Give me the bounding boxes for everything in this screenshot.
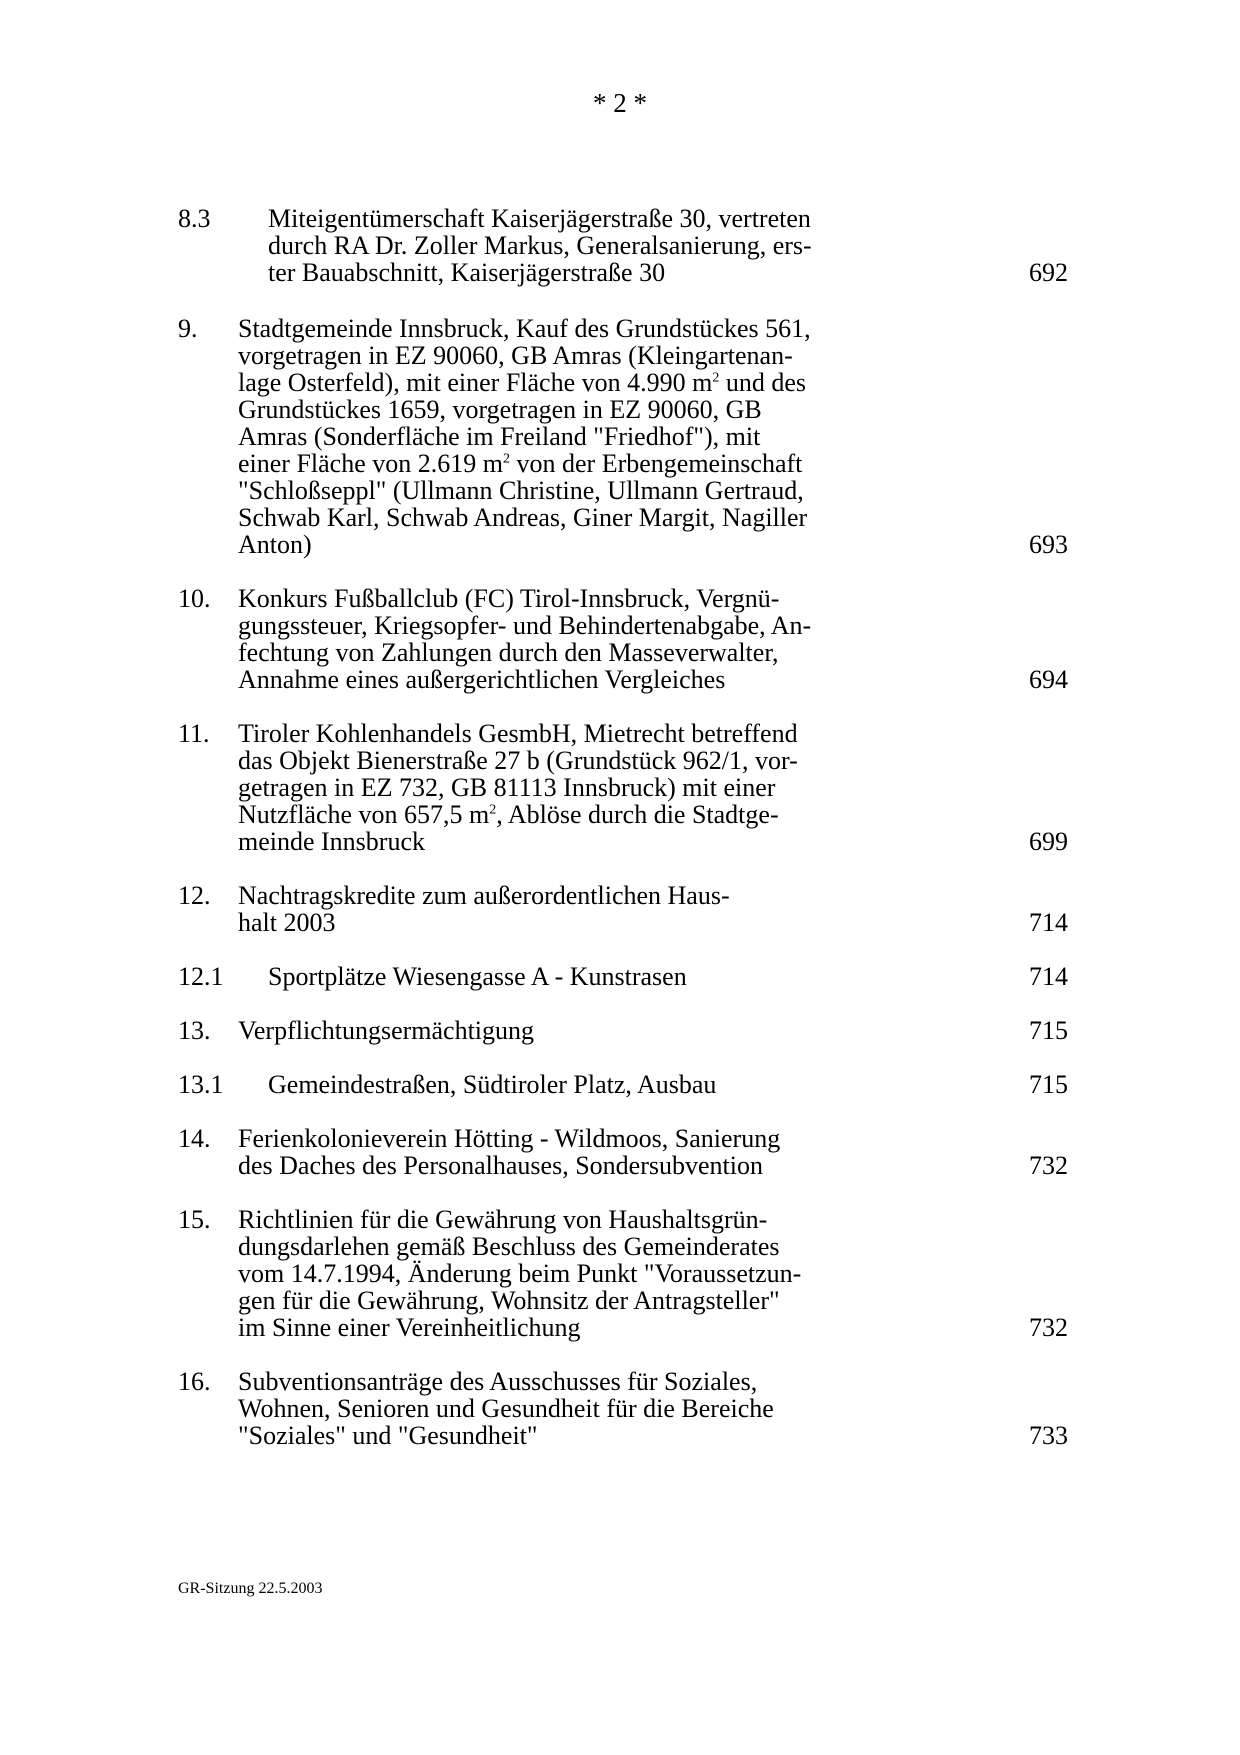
toc-entry-9 xyxy=(178,315,1068,558)
toc-entry-8-3 xyxy=(178,205,1068,286)
entry-page-number: 714 xyxy=(1029,908,1068,937)
toc-entry-10 xyxy=(178,585,1068,693)
entry-line: Anton) xyxy=(238,530,312,559)
entry-text xyxy=(238,585,1068,693)
entry-line: Subventionsanträge des Ausschusses für Soziales, xyxy=(238,1367,758,1396)
entry-number: 13. xyxy=(178,1016,211,1045)
page-number: * 2 * xyxy=(593,88,647,118)
entry-number: 11. xyxy=(178,719,210,748)
entry-line: "Soziales" und "Gesundheit" xyxy=(238,1421,538,1450)
entry-text xyxy=(238,1368,1068,1449)
entry-line-tail: von der Erbengemeinschaft xyxy=(510,449,803,478)
toc-entry-11 xyxy=(178,720,1068,855)
entry-line: Richtlinien für die Gewährung von Haushaltsgrün- xyxy=(238,1205,768,1234)
entry-line: meinde Innsbruck xyxy=(238,827,426,856)
entry-page-number: 733 xyxy=(1029,1421,1068,1450)
entry-page-number: 715 xyxy=(1029,1016,1068,1045)
entry-line: Stadtgemeinde Innsbruck, Kauf des Grundstückes 561, xyxy=(238,314,811,343)
superscript: 2 xyxy=(489,802,497,818)
entry-line: Konkurs Fußballclub (FC) Tirol-Innsbruck, Vergnü- xyxy=(238,584,780,613)
entry-number: 16. xyxy=(178,1367,211,1396)
toc-entry-12 xyxy=(178,882,1068,936)
entry-text xyxy=(238,720,1068,855)
toc-entry-15 xyxy=(178,1206,1068,1341)
entry-line xyxy=(238,369,1068,396)
entry-number: 14. xyxy=(178,1124,211,1153)
toc-entry-16 xyxy=(178,1368,1068,1449)
entry-line: vom 14.7.1994, Änderung beim Punkt "Voraussetzun- xyxy=(238,1259,802,1288)
footer-session-label: GR-Sitzung 22.5.2003 xyxy=(178,1580,323,1597)
entry-line: Gemeindestraßen, Südtiroler Platz, Ausbau xyxy=(268,1070,717,1099)
entry-number: 9. xyxy=(178,314,198,343)
entry-line: Annahme eines außergerichtlichen Vergleiches xyxy=(238,665,726,694)
entry-line: Grundstückes 1659, vorgetragen in EZ 90060, GB xyxy=(238,395,762,424)
entry-line: durch RA Dr. Zoller Markus, Generalsanierung, ers- xyxy=(268,231,812,260)
entry-line-text: lage Osterfeld), mit einer Fläche von 4.990 m xyxy=(238,368,713,397)
entry-text xyxy=(238,882,1068,936)
entry-line: Verpflichtungsermächtigung xyxy=(238,1016,535,1045)
entry-number: 12. xyxy=(178,881,211,910)
entry-number: 13.1 xyxy=(178,1070,224,1099)
entry-line: Sportplätze Wiesengasse A - Kunstrasen xyxy=(268,962,687,991)
entry-line xyxy=(238,450,1068,477)
entry-text xyxy=(268,963,1068,990)
entry-text xyxy=(268,205,1068,286)
entry-line: ter Bauabschnitt, Kaiserjägerstraße 30 xyxy=(268,258,666,287)
entry-line: Wohnen, Senioren und Gesundheit für die Bereiche xyxy=(238,1394,774,1423)
entry-text xyxy=(238,1017,1068,1044)
entry-page-number: 699 xyxy=(1029,827,1068,856)
entry-line: getragen in EZ 732, GB 81113 Innsbruck) mit einer xyxy=(238,773,776,802)
toc-entry-12-1 xyxy=(178,963,1068,990)
entry-line xyxy=(238,801,1068,828)
entry-line: vorgetragen in EZ 90060, GB Amras (Kleingartenan- xyxy=(238,341,793,370)
entry-number: 12.1 xyxy=(178,962,224,991)
entry-line: halt 2003 xyxy=(238,908,336,937)
entry-line: im Sinne einer Vereinheitlichung xyxy=(238,1313,581,1342)
entry-number: 8.3 xyxy=(178,204,211,233)
entry-line: Tiroler Kohlenhandels GesmbH, Mietrecht betreffend xyxy=(238,719,798,748)
entry-text xyxy=(238,1125,1068,1179)
entry-line: "Schloßseppl" (Ullmann Christine, Ullmann Gertraud, xyxy=(238,476,804,505)
entry-number: 15. xyxy=(178,1205,211,1234)
superscript: 2 xyxy=(712,370,720,386)
entry-page-number: 732 xyxy=(1029,1313,1068,1342)
entry-line-tail: und des xyxy=(719,368,807,397)
toc-entry-13-1 xyxy=(178,1071,1068,1098)
entry-line: Ferienkolonieverein Hötting - Wildmoos, Sanierung xyxy=(238,1124,781,1153)
superscript: 2 xyxy=(503,451,510,467)
entry-line: das Objekt Bienerstraße 27 b (Grundstück 962/1, vor- xyxy=(238,746,798,775)
entry-page-number: 694 xyxy=(1029,665,1068,694)
entry-text xyxy=(268,1071,1068,1098)
entry-text xyxy=(238,315,1068,558)
entry-line: Amras (Sonderfläche im Freiland "Friedhof"), mit xyxy=(238,422,761,451)
entry-page-number: 692 xyxy=(1029,258,1068,287)
entry-line: gungssteuer, Kriegsopfer- und Behindertenabgabe, An- xyxy=(238,611,812,640)
entry-number: 10. xyxy=(178,584,211,613)
entry-line: des Daches des Personalhauses, Sondersubvention xyxy=(238,1151,763,1180)
toc-entry-13 xyxy=(178,1017,1068,1044)
entry-line-tail: , Ablöse durch die Stadtge- xyxy=(496,800,779,829)
entry-line: dungsdarlehen gemäß Beschluss des Gemeinderates xyxy=(238,1232,780,1261)
toc-entry-14 xyxy=(178,1125,1068,1179)
entry-page-number: 693 xyxy=(1029,530,1068,559)
entry-line: Schwab Karl, Schwab Andreas, Giner Margit, Nagiller xyxy=(238,503,808,532)
entry-page-number: 714 xyxy=(1029,962,1068,991)
entry-page-number: 732 xyxy=(1029,1151,1068,1180)
entry-text xyxy=(238,1206,1068,1341)
entry-line: fechtung von Zahlungen durch den Masseverwalter, xyxy=(238,638,779,667)
entry-line: gen für die Gewährung, Wohnsitz der Antragsteller" xyxy=(238,1286,780,1315)
entry-line: Miteigentümerschaft Kaiserjägerstraße 30, vertreten xyxy=(268,204,811,233)
entry-line-text: einer Fläche von 2.619 m xyxy=(238,449,503,478)
entry-line-text: Nutzfläche von 657,5 m xyxy=(238,800,490,829)
entry-page-number: 715 xyxy=(1029,1070,1068,1099)
entry-line: Nachtragskredite zum außerordentlichen Haus- xyxy=(238,881,730,910)
